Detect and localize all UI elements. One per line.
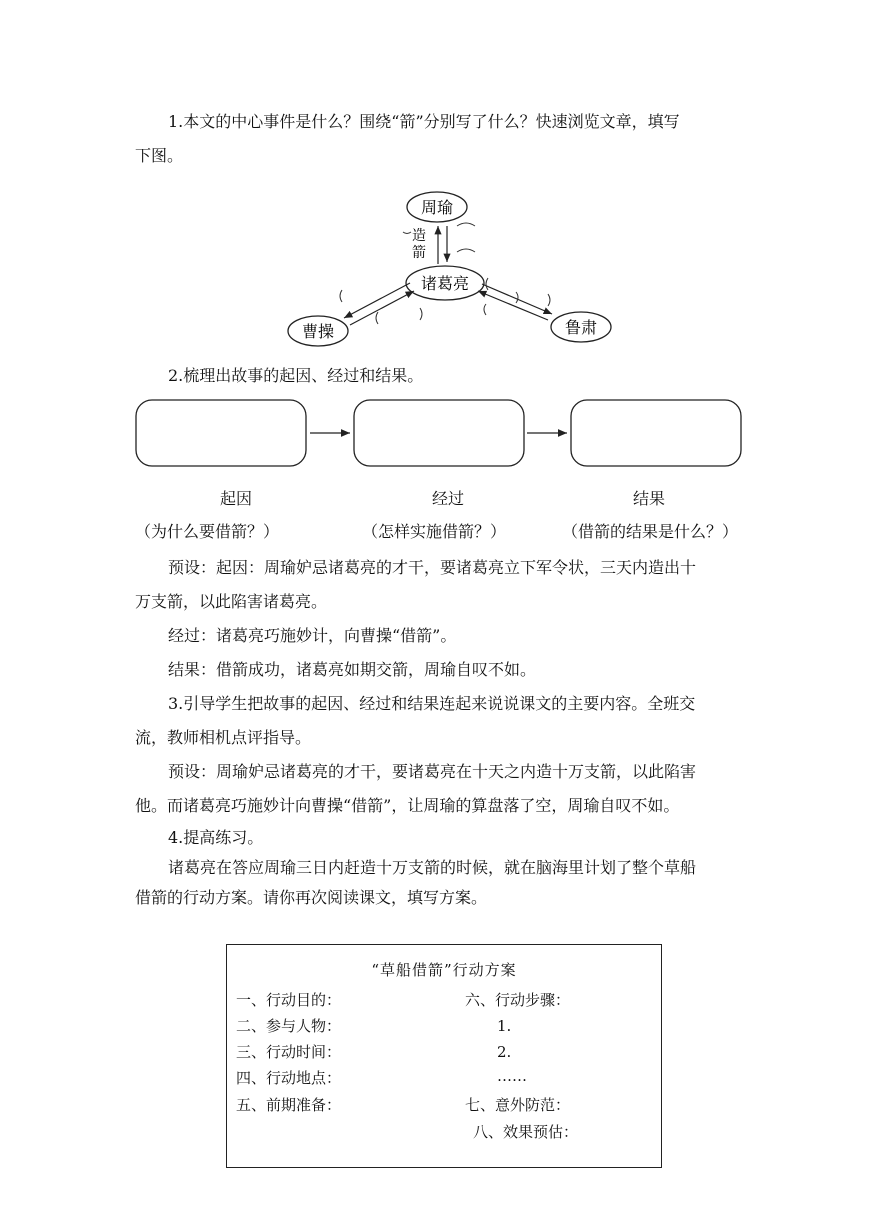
blank-brackets [340, 223, 550, 324]
plan-step-1: 1. [497, 1017, 512, 1035]
plan-item-1: 一、行动目的： [236, 991, 342, 1009]
q2-process: 经过：诸葛亮巧施妙计，向曹操“借箭”。 [168, 626, 457, 645]
plan-step-2: 2. [497, 1043, 512, 1061]
q2-title: 2.梳理出故事的起因、经过和结果。 [168, 366, 424, 385]
zao-label: 造 [412, 228, 426, 244]
arrow-from-caocao [350, 291, 414, 325]
zhouyu-label: 周瑜 [420, 198, 454, 217]
caocao-node [288, 316, 348, 346]
q2-result: 结果：借箭成功，诸葛亮如期交箭，周瑜自叹不如。 [168, 660, 537, 679]
process-label: 经过 [431, 489, 464, 508]
cause-box [136, 400, 306, 466]
q2-preset-line1: 预设：起因：周瑜妒忌诸葛亮的才干，要诸葛亮立下军令状，三天内造出十 [168, 558, 697, 577]
q2-preset-line2: 万支箭，以此陷害诸葛亮。 [135, 592, 328, 611]
plan-title: “草船借箭”行动方案 [371, 961, 517, 979]
plan-item-5: 五、前期准备： [236, 1096, 342, 1114]
plan-item-2: 二、参与人物： [236, 1017, 342, 1035]
arrow-to-lusu [482, 284, 552, 314]
plan-item-4: 四、行动地点： [236, 1069, 342, 1087]
result-label: 结果 [632, 489, 665, 508]
arrow-to-caocao [344, 283, 410, 318]
process-note: （怎样实施借箭？） [362, 522, 507, 541]
arrow-from-lusu [478, 291, 548, 320]
action-plan-box [226, 944, 662, 1168]
lusu-node [551, 312, 611, 342]
plan-step-ellipsis: …… [497, 1067, 527, 1085]
q3-line1: 3.引导学生把故事的起因、经过和结果连起来说说课文的主要内容。全班交 [168, 694, 696, 713]
process-box [354, 400, 524, 466]
zhuge-node [406, 266, 484, 300]
result-note: （借箭的结果是什么？） [562, 522, 739, 541]
lusu-label: 鲁肃 [564, 318, 598, 337]
plan-item-3: 三、行动时间： [236, 1043, 342, 1061]
caocao-label: 曹操 [301, 322, 335, 341]
q1-line1: 1.本文的中心事件是什么？围绕“箭”分别写了什么？快速浏览文章，填写 [168, 112, 680, 131]
cause-label: 起因 [219, 489, 252, 508]
zhouyu-node [407, 192, 467, 222]
q1-line2: 下图。 [135, 146, 184, 165]
q3-line2: 流，教师相机点评指导。 [135, 728, 312, 747]
plan-item-8: 八、效果预估： [473, 1123, 579, 1141]
cause-note: （为什么要借箭？） [135, 522, 280, 541]
jian-label: 箭 [412, 245, 426, 261]
zhuge-label: 诸葛亮 [420, 274, 470, 293]
plan-item-6: 六、行动步骤： [465, 991, 571, 1009]
q4-title: 4.提高练习。 [168, 828, 264, 847]
q3-preset-line2: 他。而诸葛亮巧施妙计向曹操“借箭”，让周瑜的算盘落了空，周瑜自叹不如。 [135, 796, 680, 815]
plan-item-7: 七、意外防范： [465, 1096, 571, 1114]
q4-line2: 借箭的行动方案。请你再次阅读课文，填写方案。 [135, 888, 488, 907]
q4-line1: 诸葛亮在答应周瑜三日内赶造十万支箭的时候，就在脑海里计划了整个草船 [168, 858, 697, 877]
q3-preset-line1: 预设：周瑜妒忌诸葛亮的才干，要诸葛亮在十天之内造十万支箭，以此陷害 [168, 762, 697, 781]
result-box [571, 400, 741, 466]
